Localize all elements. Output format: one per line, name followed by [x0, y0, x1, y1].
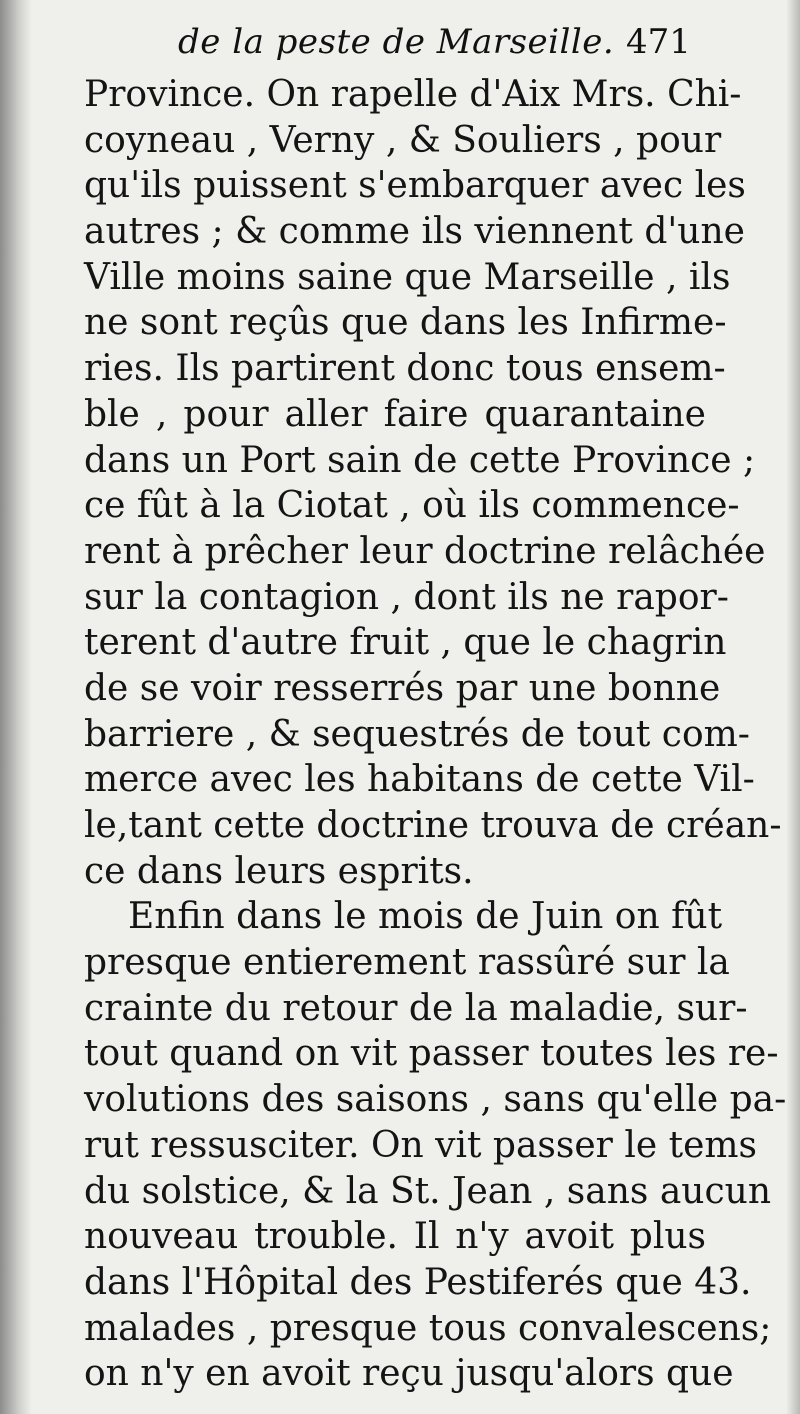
text-line: Province. On rapelle d'Aix Mrs. Chi- — [84, 74, 742, 115]
text-line: ne sont reçûs que dans les Infirme- — [84, 302, 727, 344]
body-text — [84, 72, 787, 1397]
text-line: le,tant cette doctrine trouva de créan- — [84, 805, 782, 846]
page-edge-shadow — [786, 0, 800, 1414]
text-line: du solstice, & la St. Jean , sans aucun — [84, 1170, 772, 1212]
text-line: rent à prêcher leur doctrine relâchée — [84, 530, 766, 572]
text-line: autres ; & comme ils viennent d'une — [84, 211, 745, 253]
text-line: qu'ils puissent s'embarquer avec les — [84, 165, 746, 207]
text-line: presque entierement rassûré sur la — [84, 942, 730, 984]
text-line: coyneau , Verny , & Souliers , pour — [84, 119, 722, 161]
text-line: de se voir resserrés par une bonne — [84, 667, 721, 709]
text-line: merce avec les habitans de cette Vil- — [84, 759, 755, 801]
text-line: ble , pour aller faire quarantaine — [84, 393, 706, 435]
text-line: ce fût à la Ciotat , où ils commence- — [84, 485, 740, 527]
paragraph-start-line: Enfin dans le mois de Juin on fût — [128, 896, 723, 938]
text-line: tout quand on vit passer toutes les re- — [84, 1033, 779, 1075]
text-line: rut ressusciter. On vit passer le tems — [84, 1124, 757, 1166]
text-line: dans l'Hôpital des Pestiferés que 43. — [84, 1261, 752, 1303]
running-title: de la peste de Marseille. — [178, 22, 615, 62]
text-line: terent d'autre fruit , que le chagrin — [84, 622, 727, 664]
text-line: ries. Ils partirent donc tous ensem- — [84, 348, 726, 390]
page-header — [0, 22, 800, 76]
page-number: 471 — [626, 22, 691, 62]
text-line: on n'y en avoit reçu jusqu'alors que — [84, 1353, 734, 1395]
text-line: volutions des saisons , sans qu'elle pa- — [84, 1079, 787, 1121]
page-gutter-shadow — [0, 0, 32, 1414]
paragraph-end-line: ce dans leurs esprits. — [84, 850, 474, 892]
text-line: Ville moins saine que Marseille , ils — [84, 256, 731, 298]
text-line: sur la contagion , dont ils ne rapor- — [84, 576, 729, 618]
text-line: nouveau trouble. Il n'y avoit plus — [84, 1216, 706, 1258]
text-line: malades , presque tous convalescens; — [84, 1307, 772, 1349]
text-line: barriere , & sequestrés de tout com- — [84, 713, 750, 755]
text-line: crainte du retour de la maladie, sur- — [84, 987, 748, 1029]
text-line: dans un Port sain de cette Province ; — [84, 439, 756, 481]
